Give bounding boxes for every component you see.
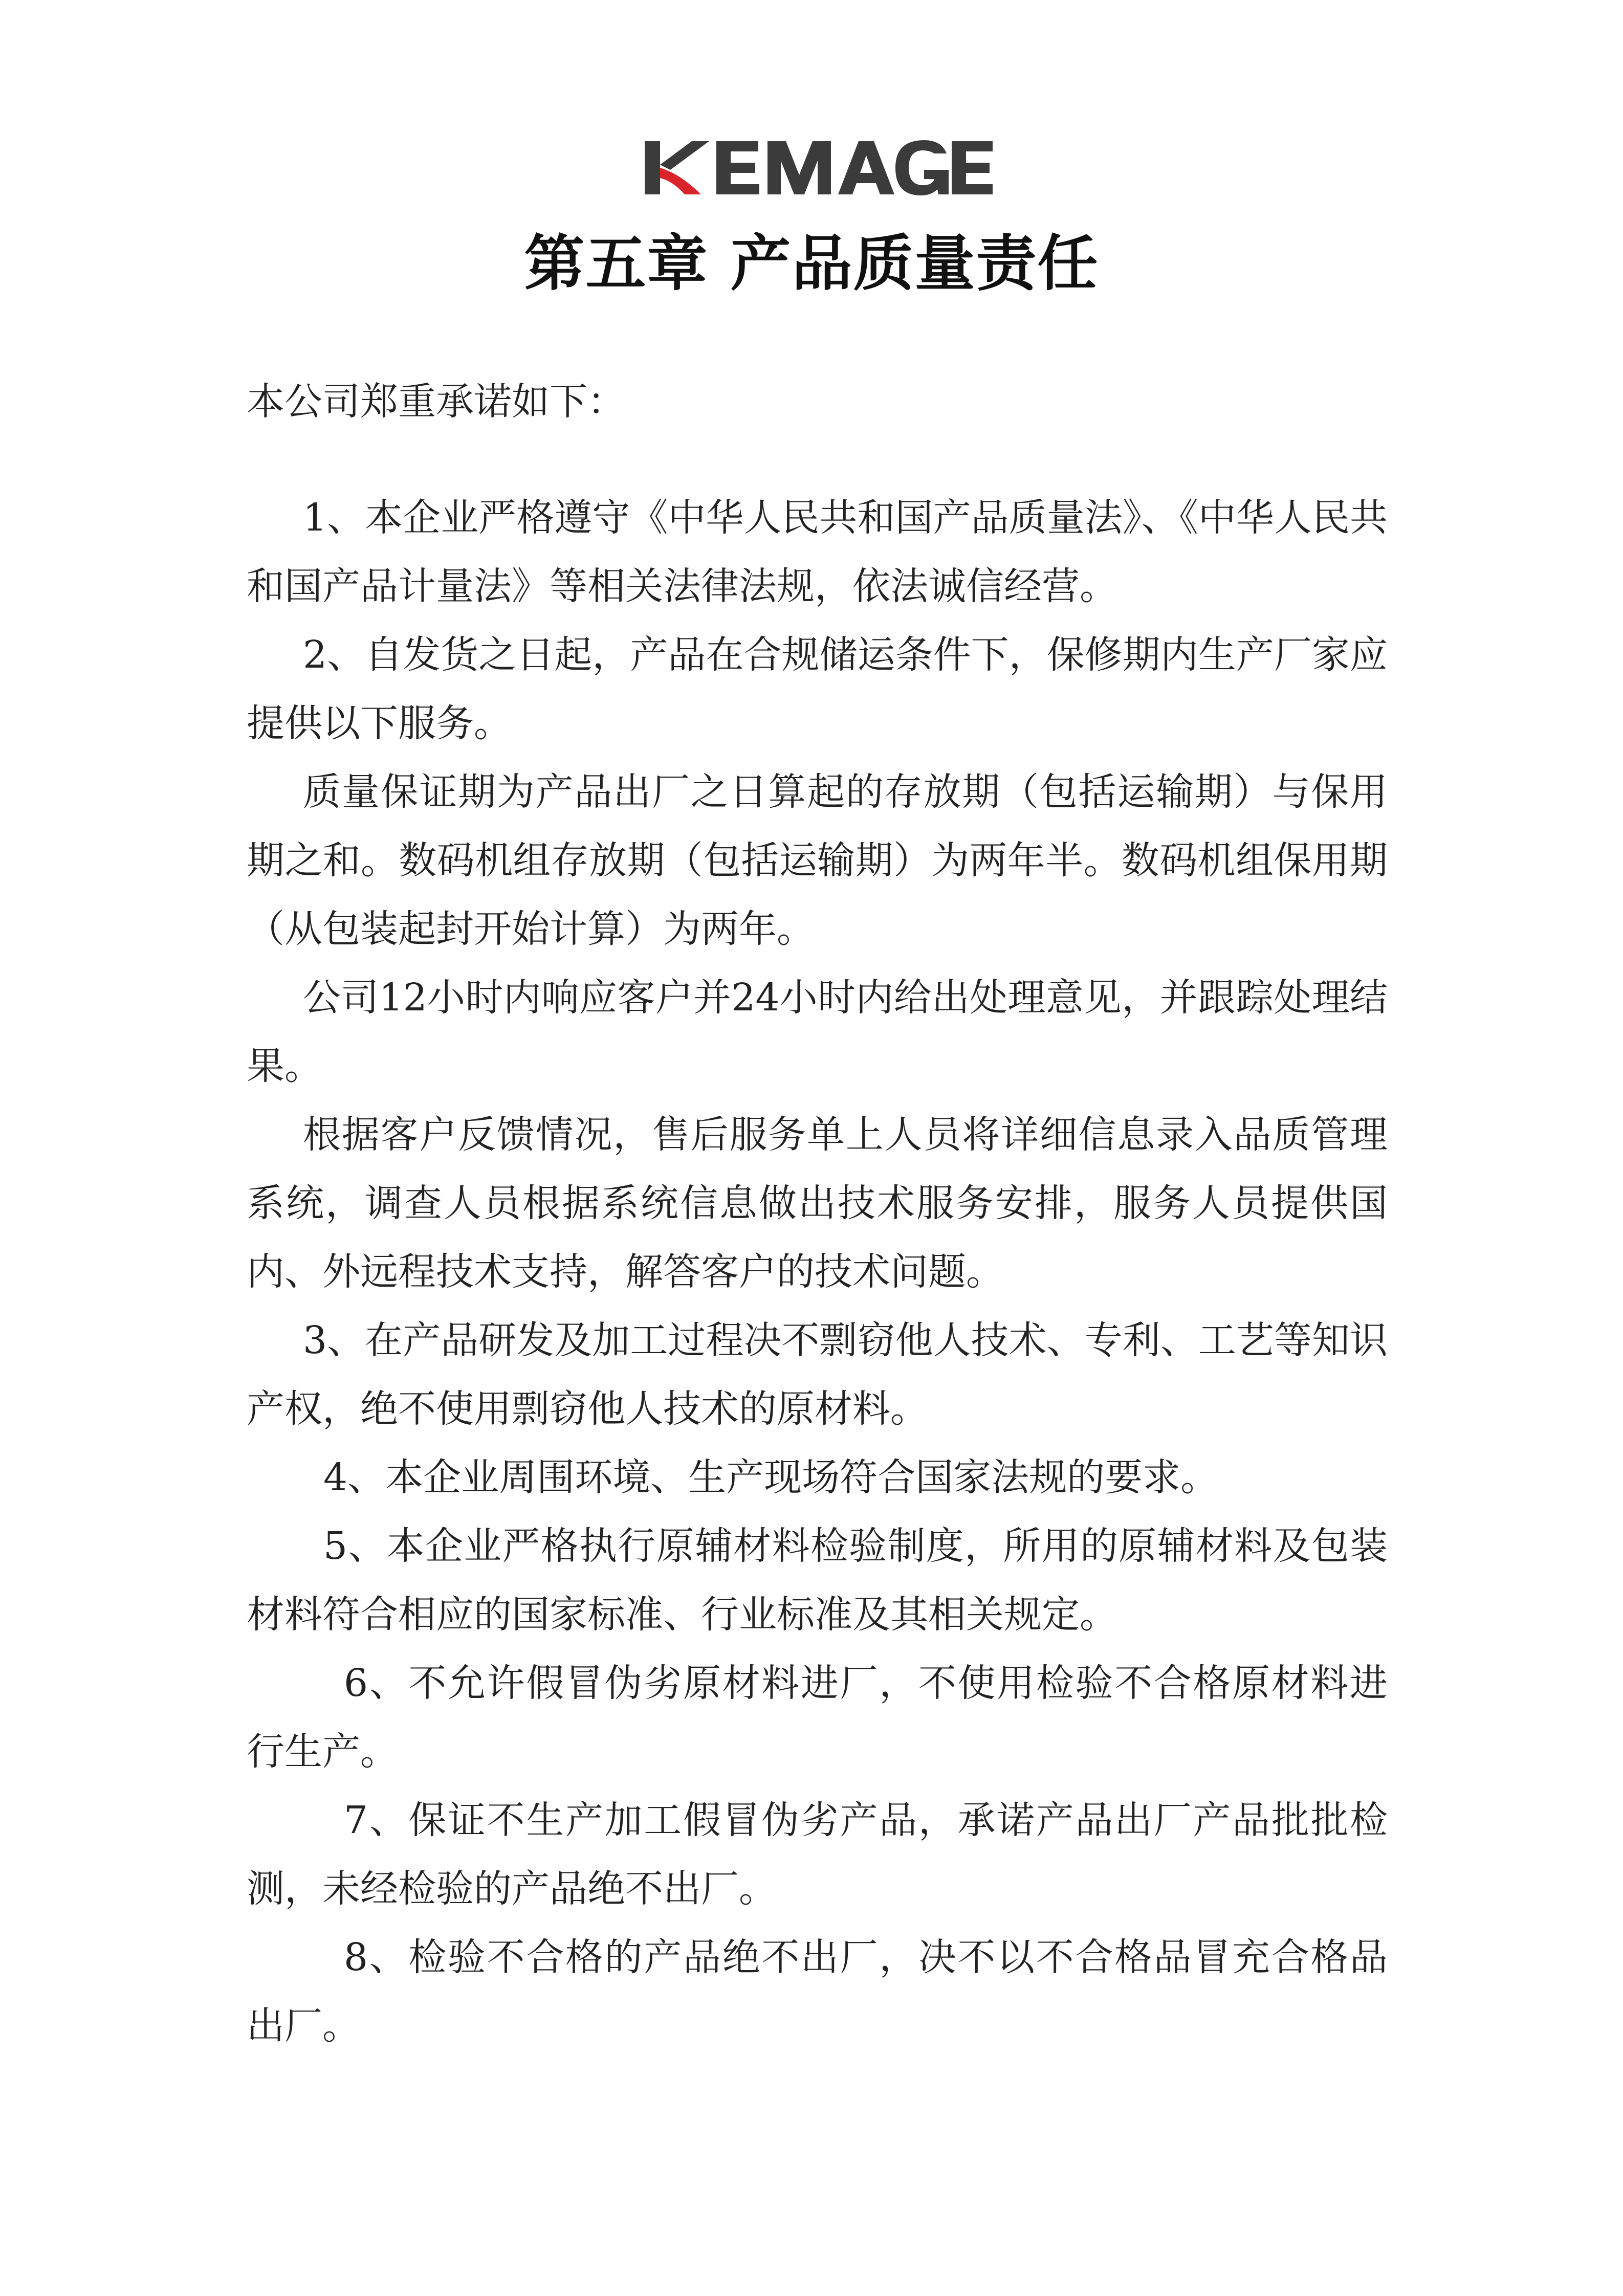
paragraph-7: 4、本企业周围环境、生产现场符合国家法规的要求。 bbox=[323, 1455, 1219, 1499]
paragraph-4: 公司12小时内响应客户并24小时内给出处理意见，并跟踪处理结果。 bbox=[247, 976, 1388, 1088]
paragraph-3: 质量保证期为产品出厂之日算起的存放期（包括运输期）与保用期之和。数码机组存放期（包括运输期）为两年半。数码机组保用期（从包装起封开始计算）为两年。 bbox=[247, 770, 1388, 951]
paragraph-6: 3、在产品研发及加工过程决不剽窃他人技术、专利、工艺等知识产权，绝不使用剽窃他人技术的原材料。 bbox=[247, 1318, 1388, 1431]
commitment-list bbox=[247, 483, 1388, 2060]
kemage-logo bbox=[645, 138, 993, 200]
paragraph-10: 7、保证不生产加工假冒伪劣产品，承诺产品出厂产品批批检测，未经检验的产品绝不出厂。 bbox=[247, 1798, 1388, 1911]
paragraph-11: 8、检验不合格的产品绝不出厂，决不以不合格品冒充合格品出厂。 bbox=[247, 1935, 1388, 2048]
paragraph-5: 根据客户反馈情况，售后服务单上人员将详细信息录入品质管理系统，调查人员根据系统信息做出技术服务安排，服务人员提供国内、外远程技术支持，解答客户的技术问题。 bbox=[247, 1113, 1388, 1294]
kemage-logo-icon bbox=[645, 138, 993, 200]
paragraph-9: 6、不允许假冒伪劣原材料进厂，不使用检验不合格原材料进行生产。 bbox=[247, 1661, 1388, 1774]
paragraph-2: 2、自发货之日起，产品在合规储运条件下，保修期内生产厂家应提供以下服务。 bbox=[247, 633, 1388, 745]
page-title: 第五章 产品质量责任 bbox=[524, 228, 1099, 299]
intro-text: 本公司郑重承诺如下： bbox=[247, 380, 625, 424]
paragraph-1: 1、本企业严格遵守《中华人民共和国产品质量法》、《中华人民共和国产品计量法》等相关法律法规，依法诚信经营。 bbox=[247, 496, 1388, 608]
paragraph-8: 5、本企业严格执行原辅材料检验制度，所用的原辅材料及包装材料符合相应的国家标准、行业标准及其相关规定。 bbox=[247, 1524, 1388, 1637]
